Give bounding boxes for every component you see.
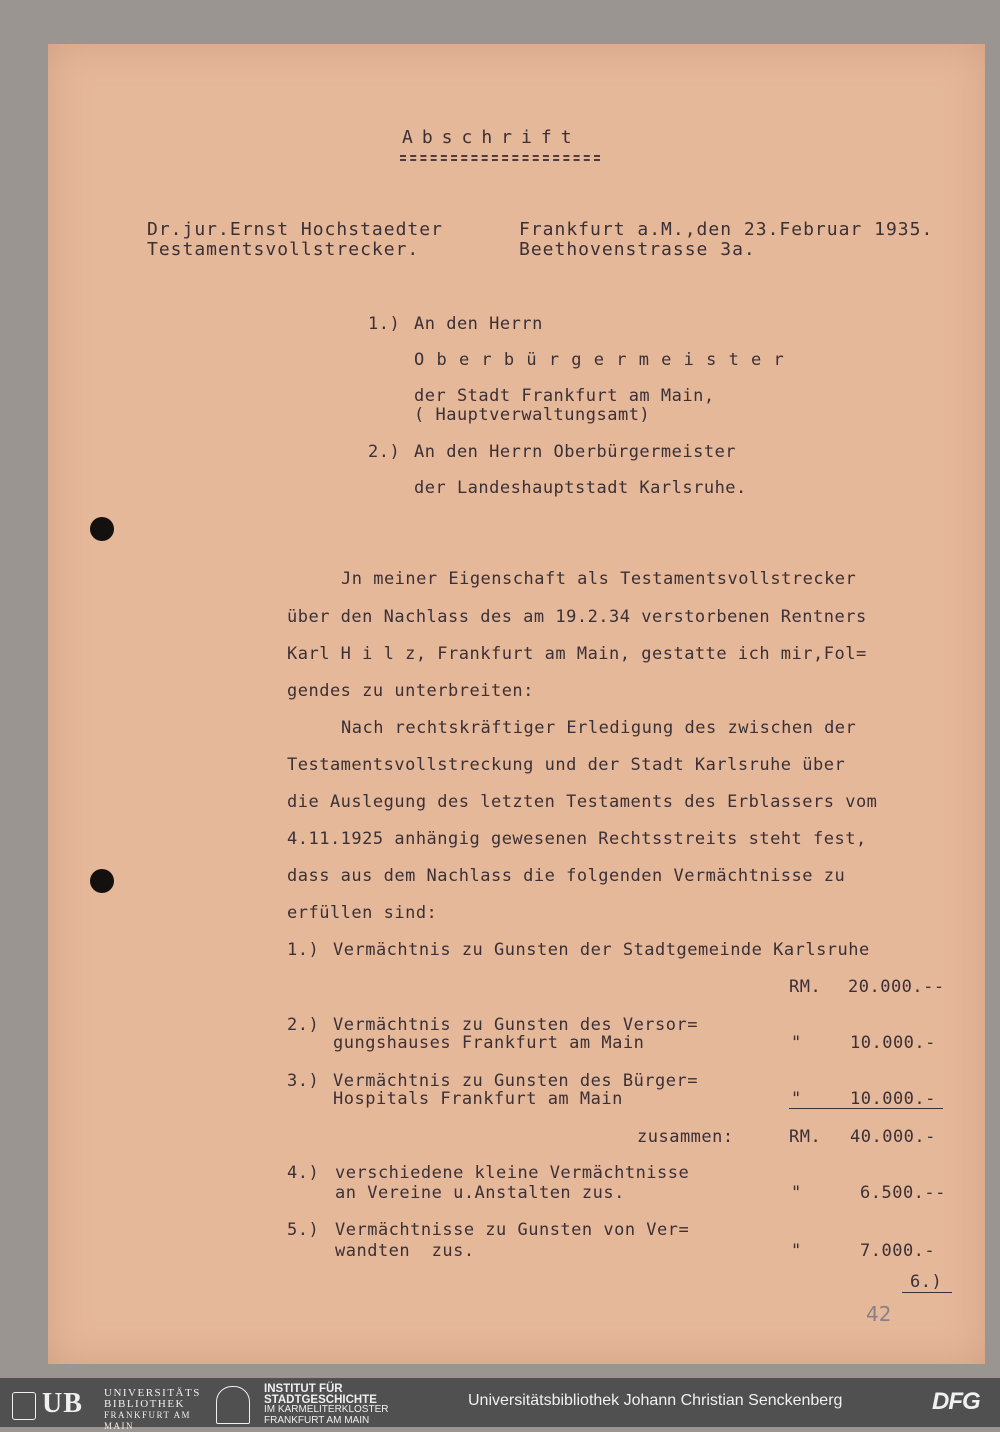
ub-crest-icon [12, 1392, 36, 1420]
ub-logo-block[interactable] [12, 1384, 202, 1431]
item-2-number: 2.) [287, 1015, 320, 1035]
subtotal-amount: 40.000.- [850, 1127, 936, 1147]
recipient-1-salutation: An den Herrn [414, 314, 543, 334]
recipient-2-number: 2.) [368, 442, 401, 462]
item-1-amount: 20.000.-- [848, 977, 945, 997]
institute-arch-icon [216, 1386, 250, 1424]
item-4-currency: " [791, 1183, 802, 1203]
ub-name [104, 1388, 202, 1432]
body-line-10: erfüllen sind: [287, 903, 438, 923]
document-title: Abschrift [402, 127, 581, 148]
title-underline [400, 155, 600, 157]
inst-line-4: FRANKFURT AM MAIN [264, 1414, 370, 1426]
item-3-line-1: Vermächtnis zu Gunsten des Bürger= [333, 1071, 698, 1091]
page-number: 42 [866, 1302, 892, 1326]
continuation-underline [902, 1292, 952, 1293]
item-1-currency: RM. [789, 977, 822, 997]
subtotal-currency: RM. [789, 1127, 822, 1147]
item-5-amount: 7.000.- [860, 1241, 936, 1261]
recipient-2-salutation: An den Herrn Oberbürgermeister [414, 442, 737, 462]
ub-line-3: FRANKFURT AM MAIN [104, 1410, 192, 1431]
item-4-line-1: verschiedene kleine Vermächtnisse [335, 1163, 690, 1183]
institute-logo-block[interactable] [216, 1382, 436, 1424]
recipient-1-city: der Stadt Frankfurt am Main, [414, 386, 715, 406]
sender-role: Testamentsvollstrecker. [147, 239, 420, 260]
recipient-2-city: der Landeshauptstadt Karlsruhe. [414, 478, 747, 498]
punch-hole-top [90, 517, 114, 541]
item-1-number: 1.) [287, 940, 320, 960]
ub-letters: UB [42, 1388, 83, 1419]
inst-line-2: STADTGESCHICHTE [264, 1393, 377, 1406]
body-line-7: die Auslegung des letzten Testaments des Erblassers vom [287, 792, 878, 812]
recipient-1-title: O b e r b ü r g e r m e i s t e r [414, 350, 785, 370]
recipient-1-number: 1.) [368, 314, 401, 334]
sender-name: Dr.jur.Ernst Hochstaedter [147, 219, 443, 240]
item-3-line-2: Hospitals Frankfurt am Main [333, 1089, 623, 1109]
continuation-marker: 6.) [910, 1272, 943, 1292]
inst-line-3: IM KARMELITERKLOSTER [264, 1404, 389, 1415]
library-name[interactable]: Universitätsbibliothek Johann Christian Senckenberg [468, 1392, 843, 1409]
dfg-logo[interactable]: DFG [932, 1388, 980, 1415]
body-line-8: 4.11.1925 anhängig gewesenen Rechtsstreits steht fest, [287, 829, 867, 849]
title-underline-second [400, 159, 600, 161]
item-2-line-2: gungshauses Frankfurt am Main [333, 1033, 645, 1053]
item-4-line-2: an Vereine u.Anstalten zus. [335, 1183, 625, 1203]
body-line-1: Jn meiner Eigenschaft als Testamentsvollstrecker [341, 569, 857, 589]
item-5-line-1: Vermächtnisse zu Gunsten von Ver= [335, 1220, 690, 1240]
item-3-number: 3.) [287, 1071, 320, 1091]
item-5-number: 5.) [287, 1220, 320, 1240]
item-2-line-1: Vermächtnis zu Gunsten des Versor= [333, 1015, 698, 1035]
body-line-4: gendes zu unterbreiten: [287, 681, 534, 701]
item-1-text: Vermächtnis zu Gunsten der Stadtgemeinde Karlsruhe [333, 940, 870, 960]
body-line-6: Testamentsvollstreckung und der Stadt Karlsruhe über [287, 755, 846, 775]
footer-bar [0, 1378, 1000, 1431]
item-4-amount: 6.500.-- [860, 1183, 946, 1203]
ub-line-2: BIBLIOTHEK [104, 1398, 185, 1410]
punch-hole-bottom [90, 869, 114, 893]
item-4-number: 4.) [287, 1163, 320, 1183]
body-line-9: dass aus dem Nachlass die folgenden Vermächtnisse zu [287, 866, 846, 886]
item-5-currency: " [791, 1241, 802, 1261]
institute-name [264, 1384, 388, 1426]
item-2-currency: " [791, 1033, 802, 1053]
item-3-amount: 10.000.- [850, 1089, 936, 1109]
item-2-amount: 10.000.- [850, 1033, 936, 1053]
recipient-1-department: ( Hauptverwaltungsamt) [414, 405, 651, 425]
ub-line-1: UNIVERSITÄTS [104, 1387, 201, 1399]
place-date: Frankfurt a.M.,den 23.Februar 1935. [519, 219, 934, 240]
body-line-5: Nach rechtskräftiger Erledigung des zwischen der [341, 718, 857, 738]
subtotal-rule [789, 1108, 943, 1109]
item-3-currency: " [791, 1089, 802, 1109]
body-line-3: Karl H i l z, Frankfurt am Main, gestatte ich mir,Fol= [287, 644, 867, 664]
item-5-line-2: wandten zus. [335, 1241, 475, 1261]
body-line-2: über den Nachlass des am 19.2.34 verstorbenen Rentners [287, 607, 867, 627]
subtotal-label: zusammen: [637, 1127, 734, 1147]
sender-address: Beethovenstrasse 3a. [519, 239, 756, 260]
inst-line-1: INSTITUT FÜR [264, 1383, 343, 1395]
